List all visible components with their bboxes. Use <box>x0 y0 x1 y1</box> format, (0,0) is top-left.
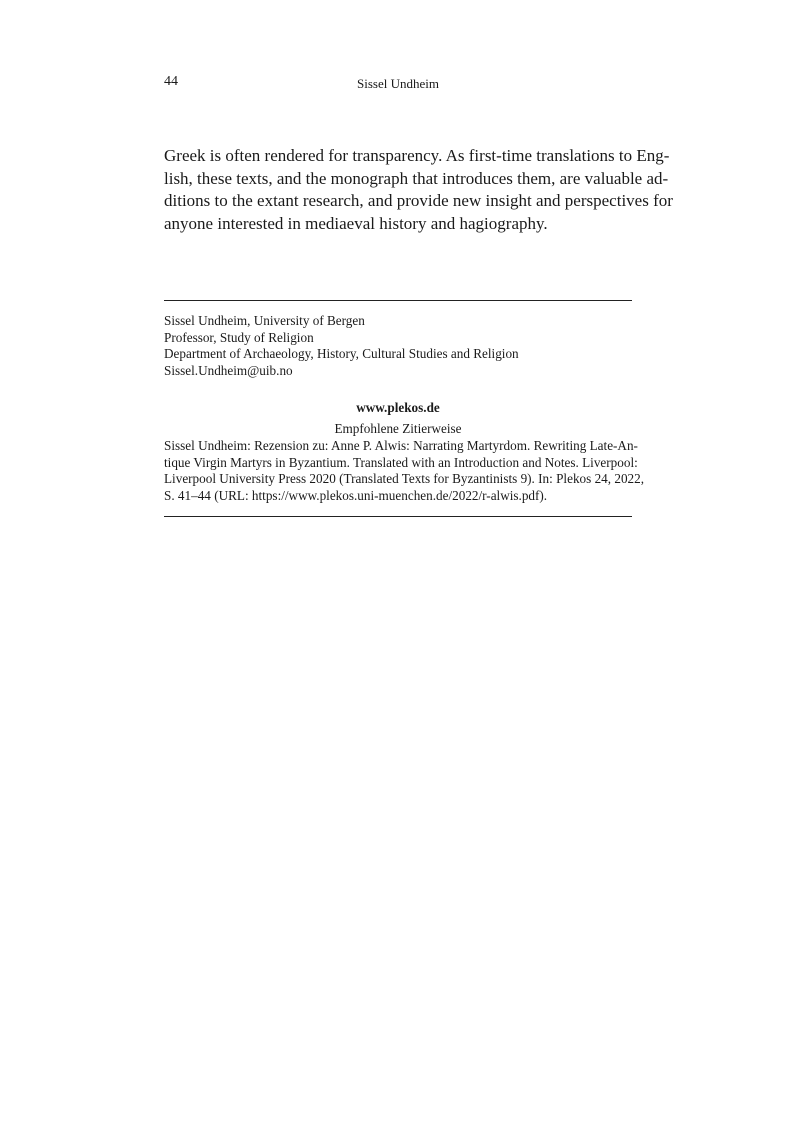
citation-heading: Empfohlene Zitierweise <box>334 421 462 436</box>
citation-line: S. 41–44 (URL: https://www.plekos.uni-muenchen.de/2022/r-alwis.pdf). <box>164 488 548 504</box>
body-paragraph <box>164 145 673 236</box>
citation-text <box>164 438 645 505</box>
author-email: Sissel.Undheim@uib.no <box>164 362 293 378</box>
citation-line: Liverpool University Press 2020 (Translated Texts for Byzantinists 9). In: Plekos 24, 2022, <box>164 471 645 487</box>
author-position-line: Professor, Study of Religion <box>164 329 314 345</box>
citation-line: tique Virgin Martyrs in Byzantium. Translated with an Introduction and Notes. Liverpool: <box>164 454 638 470</box>
body-line: ditions to the extant research, and provide new insight and perspectives for <box>164 191 673 211</box>
author-department-line: Department of Archaeology, History, Cultural Studies and Religion <box>164 346 519 362</box>
body-line: anyone interested in mediaeval history and hagiography. <box>164 214 548 234</box>
author-name-line: Sissel Undheim, University of Bergen <box>164 313 365 328</box>
citation-line: Sissel Undheim: Rezension zu: Anne P. Alwis: Narrating Martyrdom. Rewriting Late-An- <box>164 438 638 453</box>
running-head: Sissel Undheim <box>357 76 439 91</box>
author-affiliation <box>164 313 632 379</box>
site-link[interactable]: www.plekos.de <box>356 400 440 415</box>
body-line: lish, these texts, and the monograph that introduces them, are valuable ad- <box>164 168 669 188</box>
top-divider <box>164 300 632 301</box>
page-number: 44 <box>164 74 178 89</box>
body-line: Greek is often rendered for transparency. As first-time translations to Eng- <box>164 146 670 165</box>
bottom-divider <box>164 516 632 517</box>
